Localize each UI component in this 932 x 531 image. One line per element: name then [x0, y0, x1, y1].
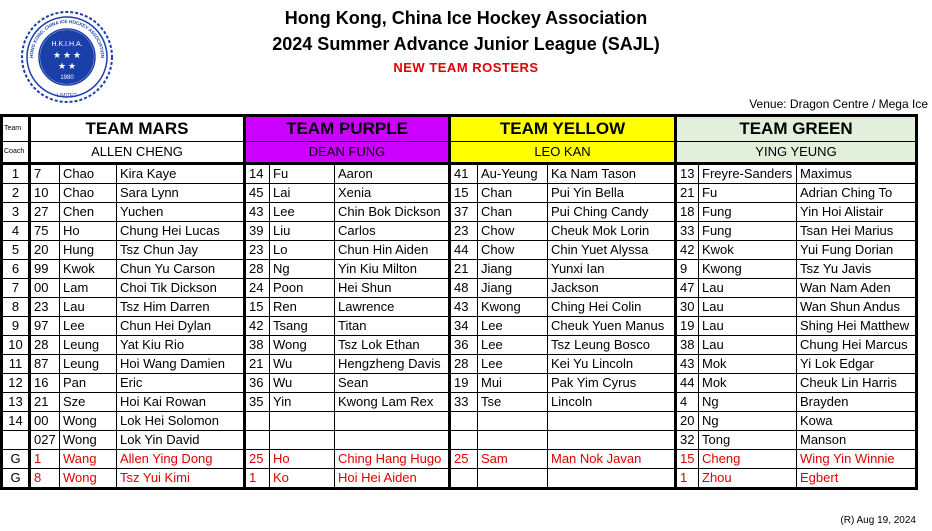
association-title: Hong Kong, China Ice Hockey Association [284, 8, 648, 28]
purple-surname: Tsang [270, 317, 335, 336]
green-surname: Fu [699, 184, 797, 203]
row-index: 13 [2, 393, 30, 412]
purple-surname: Liu [270, 222, 335, 241]
yellow-given-name: Pui Ching Candy [548, 203, 676, 222]
green-given-name: Cheuk Lin Harris [797, 374, 917, 393]
mars-surname: Lau [60, 298, 117, 317]
purple-surname: Poon [270, 279, 335, 298]
green-given-name: Yin Hoi Alistair [797, 203, 917, 222]
purple-given-name: Carlos [335, 222, 450, 241]
purple-jersey-number: 35 [245, 393, 270, 412]
mars-given-name: Hoi Kai Rowan [117, 393, 245, 412]
svg-text:HONG KONG, CHINA ICE HOCKEY AS: HONG KONG, CHINA ICE HOCKEY ASSOCIATION [28, 18, 106, 58]
purple-jersey-number: 25 [245, 450, 270, 469]
row-index: 4 [2, 222, 30, 241]
mars-jersey-number: 97 [30, 317, 60, 336]
green-jersey-number: 21 [676, 184, 699, 203]
green-jersey-number: 18 [676, 203, 699, 222]
mars-given-name: Yat Kiu Rio [117, 336, 245, 355]
green-surname: Lau [699, 336, 797, 355]
table-row [2, 431, 917, 450]
yellow-jersey-number [450, 431, 478, 450]
yellow-given-name [548, 431, 676, 450]
yellow-surname [478, 431, 548, 450]
yellow-surname: Tse [478, 393, 548, 412]
mars-given-name: Chun Hei Dylan [117, 317, 245, 336]
green-given-name: Manson [797, 431, 917, 450]
green-given-name: Tsan Hei Marius [797, 222, 917, 241]
mars-given-name: Lok Hei Solomon [117, 412, 245, 431]
purple-jersey-number: 28 [245, 260, 270, 279]
table-row [2, 336, 917, 355]
table-row [2, 355, 917, 374]
mars-given-name: Tsz Chun Jay [117, 241, 245, 260]
svg-text:★: ★ [62, 51, 72, 61]
team-yellow-name: TEAM YELLOW [450, 116, 676, 142]
purple-jersey-number [245, 412, 270, 431]
mars-jersey-number: 1 [30, 450, 60, 469]
green-given-name: Adrian Ching To [797, 184, 917, 203]
purple-jersey-number: 42 [245, 317, 270, 336]
green-given-name: Wing Yin Winnie [797, 450, 917, 469]
row-index: 8 [2, 298, 30, 317]
table-row [2, 393, 917, 412]
green-surname: Fung [699, 203, 797, 222]
roster-table [0, 114, 918, 490]
yellow-jersey-number: 44 [450, 241, 478, 260]
yellow-jersey-number [450, 412, 478, 431]
green-surname: Ng [699, 393, 797, 412]
purple-jersey-number: 23 [245, 241, 270, 260]
mars-jersey-number: 21 [30, 393, 60, 412]
team-yellow-coach: LEO KAN [450, 142, 676, 164]
mars-given-name: Tsz Yui Kimi [117, 469, 245, 489]
yellow-given-name [548, 412, 676, 431]
team-mars-coach: ALLEN CHENG [30, 142, 245, 164]
yellow-given-name: Pak Yim Cyrus [548, 374, 676, 393]
yellow-jersey-number: 41 [450, 164, 478, 184]
mars-surname: Chao [60, 184, 117, 203]
table-row [2, 241, 917, 260]
yellow-surname [478, 412, 548, 431]
purple-given-name: Chun Hin Aiden [335, 241, 450, 260]
purple-surname: Fu [270, 164, 335, 184]
mars-jersey-number: 23 [30, 298, 60, 317]
purple-given-name: Ching Hang Hugo [335, 450, 450, 469]
yellow-surname: Au-Yeung [478, 164, 548, 184]
yellow-surname: Lee [478, 355, 548, 374]
yellow-jersey-number: 37 [450, 203, 478, 222]
row-index: 6 [2, 260, 30, 279]
purple-jersey-number: 14 [245, 164, 270, 184]
mars-jersey-number: 027 [30, 431, 60, 450]
purple-jersey-number [245, 431, 270, 450]
green-jersey-number: 43 [676, 355, 699, 374]
mars-surname: Lam [60, 279, 117, 298]
table-row [2, 374, 917, 393]
mars-surname: Lee [60, 317, 117, 336]
table-row [2, 222, 917, 241]
league-title: 2024 Summer Advance Junior League (SAJL) [272, 34, 660, 54]
table-row [2, 469, 917, 489]
mars-surname: Chao [60, 164, 117, 184]
green-jersey-number: 32 [676, 431, 699, 450]
green-given-name: Wan Shun Andus [797, 298, 917, 317]
green-given-name: Yi Lok Edgar [797, 355, 917, 374]
row-index: 10 [2, 336, 30, 355]
purple-surname: Yin [270, 393, 335, 412]
coach-row [2, 142, 917, 164]
purple-jersey-number: 36 [245, 374, 270, 393]
purple-surname [270, 431, 335, 450]
purple-given-name: Sean [335, 374, 450, 393]
svg-text:★: ★ [57, 62, 67, 72]
green-jersey-number: 42 [676, 241, 699, 260]
svg-text:★: ★ [72, 51, 82, 61]
purple-jersey-number: 39 [245, 222, 270, 241]
purple-surname: Ko [270, 469, 335, 489]
purple-given-name: Hoi Hei Aiden [335, 469, 450, 489]
mars-surname: Ho [60, 222, 117, 241]
mars-surname: Leung [60, 355, 117, 374]
purple-surname: Lee [270, 203, 335, 222]
yellow-surname: Kwong [478, 298, 548, 317]
purple-given-name: Kwong Lam Rex [335, 393, 450, 412]
yellow-given-name: Kei Yu Lincoln [548, 355, 676, 374]
mars-jersey-number: 20 [30, 241, 60, 260]
team-green-coach: YING YEUNG [676, 142, 917, 164]
mars-given-name: Sara Lynn [117, 184, 245, 203]
green-surname: Mok [699, 355, 797, 374]
yellow-jersey-number: 48 [450, 279, 478, 298]
mars-surname: Sze [60, 393, 117, 412]
mars-jersey-number: 8 [30, 469, 60, 489]
team-mars-name: TEAM MARS [30, 116, 245, 142]
green-surname: Kwong [699, 260, 797, 279]
venue-text: Venue: Dragon Centre / Mega Ice [749, 97, 928, 111]
purple-surname: Ho [270, 450, 335, 469]
green-jersey-number: 44 [676, 374, 699, 393]
yellow-surname: Chow [478, 222, 548, 241]
purple-given-name: Yin Kiu Milton [335, 260, 450, 279]
yellow-jersey-number: 33 [450, 393, 478, 412]
green-surname: Lau [699, 298, 797, 317]
coach-label: Coach [2, 142, 30, 164]
team-name-row [2, 116, 917, 142]
row-index [2, 431, 30, 450]
table-row [2, 184, 917, 203]
yellow-jersey-number: 25 [450, 450, 478, 469]
yellow-jersey-number: 43 [450, 298, 478, 317]
yellow-surname: Jiang [478, 260, 548, 279]
row-index: G [2, 450, 30, 469]
green-jersey-number: 15 [676, 450, 699, 469]
yellow-surname: Lee [478, 317, 548, 336]
yellow-jersey-number: 28 [450, 355, 478, 374]
yellow-jersey-number: 15 [450, 184, 478, 203]
yellow-given-name [548, 469, 676, 489]
row-index: 7 [2, 279, 30, 298]
mars-given-name: Hoi Wang Damien [117, 355, 245, 374]
svg-text:LIMITED: LIMITED [57, 93, 77, 99]
yellow-given-name: Lincoln [548, 393, 676, 412]
green-jersey-number: 30 [676, 298, 699, 317]
purple-surname: Wu [270, 374, 335, 393]
table-row [2, 279, 917, 298]
table-row [2, 260, 917, 279]
purple-jersey-number: 45 [245, 184, 270, 203]
mars-jersey-number: 27 [30, 203, 60, 222]
green-jersey-number: 20 [676, 412, 699, 431]
mars-given-name: Choi Tik Dickson [117, 279, 245, 298]
yellow-given-name: Tsz Leung Bosco [548, 336, 676, 355]
svg-text:H.K.I.H.A.: H.K.I.H.A. [51, 41, 83, 48]
green-surname: Kwok [699, 241, 797, 260]
purple-given-name: Aaron [335, 164, 450, 184]
green-given-name: Shing Hei Matthew [797, 317, 917, 336]
green-given-name: Kowa [797, 412, 917, 431]
mars-surname: Wong [60, 469, 117, 489]
yellow-surname [478, 469, 548, 489]
purple-given-name: Hengzheng Davis [335, 355, 450, 374]
mars-jersey-number: 28 [30, 336, 60, 355]
svg-text:★: ★ [52, 51, 62, 61]
green-jersey-number: 13 [676, 164, 699, 184]
green-jersey-number: 4 [676, 393, 699, 412]
mars-jersey-number: 87 [30, 355, 60, 374]
mars-surname: Hung [60, 241, 117, 260]
mars-given-name: Allen Ying Dong [117, 450, 245, 469]
team-label: Team [2, 116, 30, 142]
green-surname: Mok [699, 374, 797, 393]
mars-jersey-number: 16 [30, 374, 60, 393]
row-index: 9 [2, 317, 30, 336]
yellow-jersey-number: 34 [450, 317, 478, 336]
green-surname: Freyre-Sanders [699, 164, 797, 184]
purple-given-name: Lawrence [335, 298, 450, 317]
mars-jersey-number: 99 [30, 260, 60, 279]
yellow-surname: Chan [478, 203, 548, 222]
mars-given-name: Chung Hei Lucas [117, 222, 245, 241]
yellow-surname: Chow [478, 241, 548, 260]
table-row [2, 317, 917, 336]
yellow-jersey-number: 36 [450, 336, 478, 355]
team-green-name: TEAM GREEN [676, 116, 917, 142]
purple-given-name [335, 431, 450, 450]
purple-surname: Ren [270, 298, 335, 317]
purple-jersey-number: 15 [245, 298, 270, 317]
yellow-given-name: Pui Yin Bella [548, 184, 676, 203]
mars-surname: Chen [60, 203, 117, 222]
green-given-name: Chung Hei Marcus [797, 336, 917, 355]
purple-jersey-number: 38 [245, 336, 270, 355]
yellow-surname: Mui [478, 374, 548, 393]
green-jersey-number: 47 [676, 279, 699, 298]
mars-surname: Wong [60, 431, 117, 450]
green-surname: Zhou [699, 469, 797, 489]
mars-given-name: Tsz Him Darren [117, 298, 245, 317]
row-index: 11 [2, 355, 30, 374]
purple-jersey-number: 1 [245, 469, 270, 489]
mars-jersey-number: 75 [30, 222, 60, 241]
yellow-jersey-number: 19 [450, 374, 478, 393]
row-index: G [2, 469, 30, 489]
green-surname: Fung [699, 222, 797, 241]
green-jersey-number: 33 [676, 222, 699, 241]
table-row [2, 450, 917, 469]
green-given-name: Tsz Yu Javis [797, 260, 917, 279]
mars-given-name: Lok Yin David [117, 431, 245, 450]
mars-surname: Leung [60, 336, 117, 355]
mars-surname: Kwok [60, 260, 117, 279]
row-index: 2 [2, 184, 30, 203]
mars-surname: Pan [60, 374, 117, 393]
team-purple-name: TEAM PURPLE [245, 116, 450, 142]
green-given-name: Maximus [797, 164, 917, 184]
roster-subtitle: NEW TEAM ROSTERS [393, 60, 539, 75]
green-surname: Lau [699, 317, 797, 336]
table-row [2, 164, 917, 184]
table-row [2, 298, 917, 317]
table-row [2, 203, 917, 222]
green-given-name: Egbert [797, 469, 917, 489]
mars-jersey-number: 10 [30, 184, 60, 203]
purple-jersey-number: 43 [245, 203, 270, 222]
purple-given-name: Tsz Lok Ethan [335, 336, 450, 355]
purple-surname: Lai [270, 184, 335, 203]
row-index: 5 [2, 241, 30, 260]
purple-surname [270, 412, 335, 431]
mars-jersey-number: 00 [30, 412, 60, 431]
revision-date: (R) Aug 19, 2024 [840, 515, 916, 526]
yellow-given-name: Ka Nam Tason [548, 164, 676, 184]
yellow-given-name: Cheuk Yuen Manus [548, 317, 676, 336]
yellow-jersey-number: 23 [450, 222, 478, 241]
purple-surname: Wu [270, 355, 335, 374]
purple-surname: Ng [270, 260, 335, 279]
green-jersey-number: 38 [676, 336, 699, 355]
purple-given-name: Titan [335, 317, 450, 336]
yellow-given-name: Yunxi Ian [548, 260, 676, 279]
green-surname: Lau [699, 279, 797, 298]
mars-jersey-number: 7 [30, 164, 60, 184]
yellow-surname: Lee [478, 336, 548, 355]
green-jersey-number: 9 [676, 260, 699, 279]
purple-given-name: Xenia [335, 184, 450, 203]
svg-text:1980: 1980 [60, 75, 74, 81]
svg-text:★: ★ [67, 62, 77, 72]
green-surname: Tong [699, 431, 797, 450]
mars-surname: Wong [60, 412, 117, 431]
purple-given-name: Hei Shun [335, 279, 450, 298]
mars-given-name: Kira Kaye [117, 164, 245, 184]
purple-given-name [335, 412, 450, 431]
mars-surname: Wang [60, 450, 117, 469]
yellow-given-name: Man Nok Javan [548, 450, 676, 469]
mars-given-name: Chun Yu Carson [117, 260, 245, 279]
green-given-name: Brayden [797, 393, 917, 412]
green-given-name: Wan Nam Aden [797, 279, 917, 298]
team-purple-coach: DEAN FUNG [245, 142, 450, 164]
table-row [2, 412, 917, 431]
green-jersey-number: 1 [676, 469, 699, 489]
purple-jersey-number: 24 [245, 279, 270, 298]
green-given-name: Yui Fung Dorian [797, 241, 917, 260]
purple-surname: Wong [270, 336, 335, 355]
row-index: 3 [2, 203, 30, 222]
purple-given-name: Chin Bok Dickson [335, 203, 450, 222]
yellow-surname: Sam [478, 450, 548, 469]
purple-surname: Lo [270, 241, 335, 260]
green-surname: Cheng [699, 450, 797, 469]
mars-given-name: Eric [117, 374, 245, 393]
yellow-given-name: Jackson [548, 279, 676, 298]
yellow-given-name: Ching Hei Colin [548, 298, 676, 317]
mars-jersey-number: 00 [30, 279, 60, 298]
row-index: 14 [2, 412, 30, 431]
yellow-given-name: Chin Yuet Alyssa [548, 241, 676, 260]
row-index: 12 [2, 374, 30, 393]
green-jersey-number: 19 [676, 317, 699, 336]
yellow-surname: Jiang [478, 279, 548, 298]
yellow-jersey-number [450, 469, 478, 489]
yellow-given-name: Cheuk Mok Lorin [548, 222, 676, 241]
yellow-jersey-number: 21 [450, 260, 478, 279]
green-surname: Ng [699, 412, 797, 431]
mars-given-name: Yuchen [117, 203, 245, 222]
row-index: 1 [2, 164, 30, 184]
purple-jersey-number: 21 [245, 355, 270, 374]
yellow-surname: Chan [478, 184, 548, 203]
